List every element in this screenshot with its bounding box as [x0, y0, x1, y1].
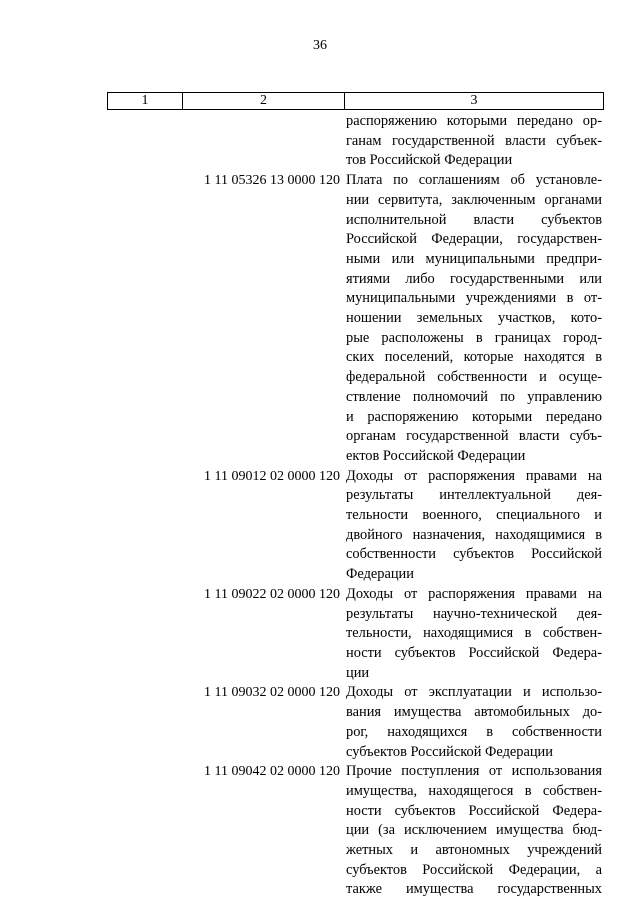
description-line: вания имущества автомобильных до- — [346, 704, 602, 721]
description-line: тельности военного, специального и — [346, 507, 602, 524]
description-line: федеральной собственности и осуще- — [346, 369, 602, 386]
description-line: и распоряжению которыми передано — [346, 408, 602, 425]
table-row — [107, 171, 604, 467]
description-line: ности субъектов Российской Федера- — [346, 802, 602, 819]
description-line: исполнительной власти субъектов — [346, 211, 602, 228]
revenue-description — [344, 467, 604, 585]
page-number: 36 — [313, 38, 327, 53]
description-line: результаты интеллектуальной дея- — [346, 487, 602, 504]
revenue-description — [344, 112, 604, 171]
description-line: органам государственной власти субъ- — [346, 428, 602, 445]
description-line: ствление полномочий по управлению — [346, 388, 602, 405]
column-header-1: 1 — [108, 93, 183, 109]
description-line: нии сервитута, заключенным органами — [346, 191, 602, 208]
description-line: ными или муниципальными предпри- — [346, 250, 602, 267]
revenue-description — [344, 171, 604, 467]
description-line: тельности, находящимися в собствен- — [346, 625, 602, 642]
table-row — [107, 112, 604, 171]
description-line: ности субъектов Российской Федера- — [346, 644, 602, 661]
table-row — [107, 585, 604, 684]
budget-code: 1 11 09012 02 0000 120 — [204, 468, 340, 484]
description-line: распоряжению которыми передано ор- — [346, 113, 602, 129]
description-line: ганам государственной власти субъек- — [346, 132, 602, 149]
description-line: ции (за исключением имущества бюд- — [346, 822, 602, 839]
description-line: ции — [346, 664, 370, 681]
description-line: рог, находящихся в собственности — [346, 723, 602, 740]
description-line: ских поселений, которые находятся в — [346, 349, 602, 366]
description-line: имущества, находящегося в собствен- — [346, 782, 602, 799]
description-line: собственности субъектов Российской — [346, 546, 602, 563]
column-header-2: 2 — [183, 93, 345, 109]
budget-code: 1 11 09042 02 0000 120 — [204, 764, 340, 780]
budget-code: 1 11 05326 13 0000 120 — [204, 173, 340, 189]
budget-code: 1 11 09032 02 0000 120 — [204, 685, 340, 701]
description-line: ятиями либо государственными или — [346, 270, 602, 287]
description-line: Федерации — [346, 566, 414, 583]
table-body — [107, 112, 604, 900]
description-line: ектов Российской Федерации — [346, 447, 526, 464]
description-line: тов Российской Федерации — [346, 152, 513, 169]
table-row — [107, 762, 604, 900]
budget-code: 1 11 09022 02 0000 120 — [204, 586, 340, 602]
description-line: жетных и автономных учреждений — [346, 842, 602, 859]
description-line: Доходы от распоряжения правами на — [346, 585, 602, 602]
revenue-description — [344, 683, 604, 762]
revenue-description — [344, 762, 604, 900]
table-row — [107, 683, 604, 762]
table-header-row — [107, 92, 604, 110]
description-line: субъектов Российской Федерации, а — [346, 861, 602, 878]
column-header-3: 3 — [470, 93, 478, 108]
description-line: рые расположены в границах город- — [346, 329, 602, 346]
description-line: Российской Федерации, государствен- — [346, 231, 602, 248]
description-line: также имущества государственных — [346, 881, 602, 898]
description-line: субъектов Российской Федерации — [346, 743, 553, 760]
description-line: результаты научно-технической дея- — [346, 605, 602, 622]
description-line: ношении земельных участков, кото- — [346, 310, 602, 327]
table-row — [107, 467, 604, 585]
description-line: Доходы от распоряжения правами на — [346, 467, 602, 484]
revenue-description — [344, 585, 604, 684]
description-line: Плата по соглашениям об установле- — [346, 172, 602, 189]
description-line: Доходы от эксплуатации и использо- — [346, 684, 602, 701]
description-line: муниципальными учреждениями в от- — [346, 290, 602, 307]
description-line: двойного назначения, находящимися в — [346, 526, 602, 543]
description-line: Прочие поступления от использования — [346, 763, 602, 780]
